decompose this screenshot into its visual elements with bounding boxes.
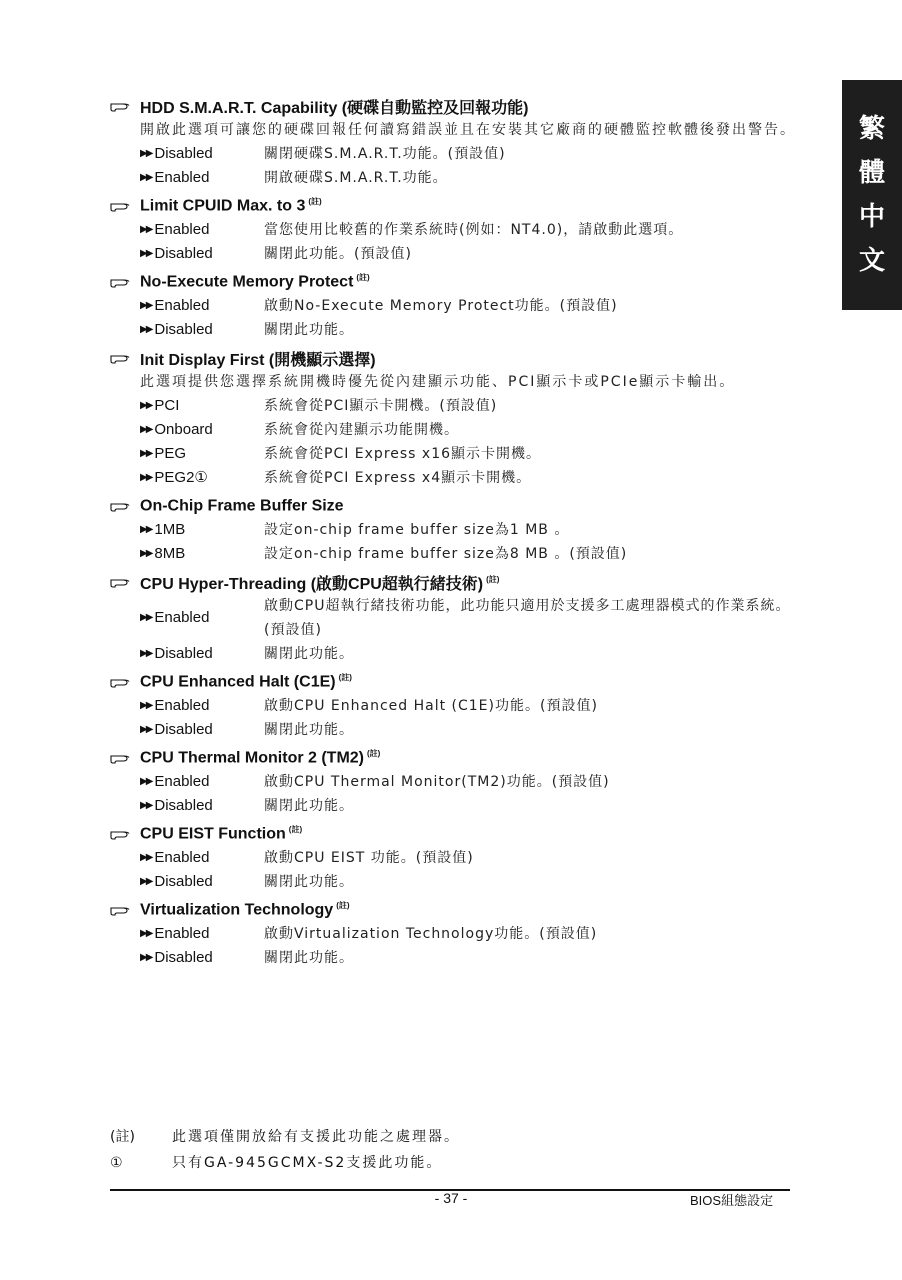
option-key-text: Enabled	[154, 169, 210, 186]
option-key	[140, 242, 264, 266]
option-key-text: Disabled	[154, 873, 213, 890]
section-title	[140, 824, 302, 843]
option-key-text: 8MB	[154, 545, 186, 562]
option-key	[140, 594, 264, 642]
bios-option-section	[110, 494, 810, 566]
option-key	[140, 518, 264, 542]
footnote-mark: ①	[110, 1155, 123, 1171]
section-title	[140, 748, 380, 767]
option-description: 啟動No-Execute Memory Protect功能。(預設值)	[264, 298, 618, 314]
double-arrow-icon: ▶▶	[140, 448, 152, 459]
option-key-text: 1MB	[154, 521, 186, 538]
option-key-text: Disabled	[154, 797, 213, 814]
double-arrow-icon: ▶▶	[140, 248, 152, 259]
double-arrow-icon: ▶▶	[140, 148, 152, 159]
section-title-text: On-Chip Frame Buffer Size	[140, 497, 344, 515]
double-arrow-icon: ▶▶	[140, 612, 152, 623]
bios-option-section	[110, 194, 810, 266]
option-key-text: Disabled	[154, 949, 213, 966]
option-description: 關閉此功能。	[264, 646, 354, 662]
option-key	[140, 922, 264, 946]
option-row	[140, 318, 810, 342]
option-row	[140, 142, 810, 166]
option-key	[140, 846, 264, 870]
section-title-text: CPU Thermal Monitor 2 (TM2)	[140, 749, 365, 767]
option-key	[140, 642, 264, 666]
option-row	[140, 542, 810, 566]
option-key-text: Onboard	[154, 421, 213, 438]
option-key	[140, 418, 264, 442]
option-row	[140, 694, 810, 718]
option-key	[140, 394, 264, 418]
option-key	[140, 466, 264, 490]
option-row	[140, 166, 810, 190]
section-title	[140, 497, 347, 515]
option-key-text: Disabled	[154, 245, 213, 262]
double-arrow-icon: ▶▶	[140, 324, 152, 335]
option-description: 關閉硬碟S.M.A.R.T.功能。(預設值)	[264, 146, 506, 162]
option-key-text: Disabled	[154, 321, 213, 338]
section-title-text: CPU Hyper-Threading (啟動CPU超執行緒技術)	[140, 575, 484, 593]
double-arrow-icon: ▶▶	[140, 172, 152, 183]
option-description: 開啟硬碟S.M.A.R.T.功能。	[264, 170, 448, 186]
side-tab-char: 中	[858, 202, 885, 232]
option-row	[140, 946, 810, 970]
option-key	[140, 718, 264, 742]
footnote-mark: (註)	[110, 1129, 135, 1145]
section-header	[110, 270, 810, 294]
section-title	[140, 272, 370, 291]
double-arrow-icon: ▶▶	[140, 776, 152, 787]
section-title-text: No-Execute Memory Protect	[140, 273, 354, 291]
option-row	[140, 718, 810, 742]
double-arrow-icon: ▶▶	[140, 800, 152, 811]
double-arrow-icon: ▶▶	[140, 700, 152, 711]
section-title-text: HDD S.M.A.R.T. Capability (硬碟自動監控及回報功能)	[140, 99, 529, 117]
section-title-text: Virtualization Technology	[140, 901, 334, 919]
option-row	[140, 466, 810, 490]
double-arrow-icon: ▶▶	[140, 724, 152, 735]
option-description: 關閉此功能。	[264, 874, 354, 890]
section-title	[140, 95, 531, 118]
option-row	[140, 242, 810, 266]
option-key	[140, 946, 264, 970]
option-key	[140, 318, 264, 342]
double-arrow-icon: ▶▶	[140, 472, 152, 483]
section-title	[140, 900, 350, 919]
section-header	[110, 746, 810, 770]
bios-option-section	[110, 94, 810, 190]
option-description: 系統會從PCI顯示卡開機。(預設值)	[264, 398, 498, 414]
option-key-text: Disabled	[154, 645, 213, 662]
double-arrow-icon: ▶▶	[140, 928, 152, 939]
section-title-text: CPU Enhanced Halt (C1E)	[140, 673, 336, 691]
section-header	[110, 570, 810, 594]
bios-option-section	[110, 570, 810, 666]
option-row	[140, 870, 810, 894]
option-description: 關閉此功能。(預設值)	[264, 246, 412, 262]
option-key-text: Enabled	[154, 297, 210, 314]
section-header	[110, 670, 810, 694]
option-key-text: Disabled	[154, 721, 213, 738]
section-header	[110, 494, 810, 518]
double-arrow-icon: ▶▶	[140, 952, 152, 963]
double-arrow-icon: ▶▶	[140, 524, 152, 535]
side-tab-char: 繁	[858, 114, 885, 144]
option-key	[140, 794, 264, 818]
footnote-row	[110, 1150, 810, 1176]
pointing-hand-icon	[110, 498, 130, 512]
option-row	[140, 846, 810, 870]
option-key-text: PEG2①	[154, 469, 208, 486]
option-description: 關閉此功能。	[264, 322, 354, 338]
pointing-hand-icon	[110, 198, 130, 212]
option-key	[140, 542, 264, 566]
option-row	[140, 294, 810, 318]
option-description: 關閉此功能。	[264, 798, 354, 814]
section-header	[110, 94, 810, 118]
double-arrow-icon: ▶▶	[140, 852, 152, 863]
side-tab-char: 文	[858, 246, 885, 276]
option-description: 系統會從PCI Express x16顯示卡開機。	[264, 446, 542, 462]
section-title	[140, 672, 352, 691]
option-key-text: PEG	[154, 445, 187, 462]
section-header	[110, 346, 810, 370]
option-row	[140, 770, 810, 794]
chapter-title: BIOS組態設定	[690, 1193, 774, 1208]
pointing-hand-icon	[110, 574, 130, 588]
option-description: 關閉此功能。	[264, 950, 354, 966]
option-key-text: Enabled	[154, 609, 210, 626]
section-title-text: Limit CPUID Max. to 3	[140, 197, 306, 215]
option-description: 當您使用比較舊的作業系統時(例如：NT4.0)，請啟動此選項。	[264, 222, 684, 238]
side-tab-char: 體	[858, 158, 885, 188]
note-mark: (註)	[367, 749, 381, 759]
bios-option-section	[110, 270, 810, 342]
option-row	[140, 442, 810, 466]
note-mark: (註)	[486, 575, 500, 585]
footnote-text: 只有GA-945GCMX-S2支援此功能。	[172, 1155, 443, 1171]
note-mark: (註)	[356, 273, 370, 283]
bios-option-section	[110, 670, 810, 742]
option-key	[140, 142, 264, 166]
bios-option-section	[110, 746, 810, 818]
option-key	[140, 218, 264, 242]
double-arrow-icon: ▶▶	[140, 224, 152, 235]
section-title	[140, 347, 379, 370]
section-title-text: CPU EIST Function	[140, 825, 286, 843]
option-description: 啟動CPU Enhanced Halt (C1E)功能。(預設值)	[264, 698, 598, 714]
double-arrow-icon: ▶▶	[140, 300, 152, 311]
option-row	[140, 642, 810, 666]
option-key-text: Enabled	[154, 773, 210, 790]
option-key-text: Disabled	[154, 145, 213, 162]
note-mark: (註)	[288, 825, 303, 835]
option-row	[140, 518, 810, 542]
option-key	[140, 442, 264, 466]
option-key-text: Enabled	[154, 849, 210, 866]
option-row	[140, 218, 810, 242]
double-arrow-icon: ▶▶	[140, 424, 152, 435]
pointing-hand-icon	[110, 274, 130, 288]
note-mark: (註)	[308, 197, 322, 207]
pointing-hand-icon	[110, 826, 130, 840]
page-number: - 37 -	[434, 1190, 468, 1206]
option-description: 啟動CPU EIST 功能。(預設值)	[264, 850, 474, 866]
note-mark: (註)	[338, 673, 352, 683]
option-key-text: Enabled	[154, 697, 210, 714]
option-key-text: Enabled	[154, 925, 210, 942]
bios-option-section	[110, 346, 810, 490]
footnote-text: 此選項僅開放給有支援此功能之處理器。	[172, 1129, 460, 1145]
language-side-tab	[842, 80, 902, 310]
option-row	[140, 418, 810, 442]
option-description: 系統會從PCI Express x4顯示卡開機。	[264, 470, 532, 486]
option-key	[140, 166, 264, 190]
note-mark: (註)	[336, 901, 350, 911]
pointing-hand-icon	[110, 98, 130, 112]
section-header	[110, 194, 810, 218]
footnotes	[110, 1124, 810, 1176]
option-row	[140, 394, 810, 418]
option-row	[140, 794, 810, 818]
pointing-hand-icon	[110, 902, 130, 916]
pointing-hand-icon	[110, 750, 130, 764]
double-arrow-icon: ▶▶	[140, 548, 152, 559]
bios-option-section	[110, 898, 810, 970]
section-header	[110, 898, 810, 922]
option-description: 關閉此功能。	[264, 722, 354, 738]
option-description: 啟動CPU Thermal Monitor(TM2)功能。(預設值)	[264, 774, 610, 790]
bios-options-list	[110, 94, 810, 974]
pointing-hand-icon	[110, 350, 130, 364]
option-row	[140, 594, 810, 642]
option-key	[140, 694, 264, 718]
section-header	[110, 822, 810, 846]
option-key	[140, 294, 264, 318]
option-description: 設定on-chip frame buffer size為8 MB 。(預設值)	[264, 546, 628, 562]
option-key-text: Enabled	[154, 221, 210, 238]
section-title	[140, 571, 499, 594]
option-description: 系統會從內建顯示功能開機。	[264, 422, 459, 438]
option-key	[140, 870, 264, 894]
section-title	[140, 196, 322, 215]
option-key-text: PCI	[154, 397, 180, 414]
double-arrow-icon: ▶▶	[140, 876, 152, 887]
option-description: 啟動Virtualization Technology功能。(預設值)	[264, 926, 598, 942]
option-row	[140, 922, 810, 946]
section-description: 開啟此選項可讓您的硬碟回報任何讀寫錯誤並且在安裝其它廠商的硬體監控軟體後發出警告。	[140, 122, 796, 138]
option-description: 設定on-chip frame buffer size為1 MB 。	[264, 522, 570, 538]
pointing-hand-icon	[110, 674, 130, 688]
bios-option-section	[110, 822, 810, 894]
footnote-row	[110, 1124, 810, 1150]
option-key	[140, 770, 264, 794]
double-arrow-icon: ▶▶	[140, 400, 152, 411]
double-arrow-icon: ▶▶	[140, 648, 152, 659]
section-description: 此選項提供您選擇系統開機時優先從內建顯示功能、PCI顯示卡或PCIe顯示卡輸出。	[140, 374, 736, 390]
section-title-text: Init Display First (開機顯示選擇)	[140, 351, 376, 369]
option-description: 啟動CPU超執行緒技術功能，此功能只適用於支援多工處理器模式的作業系統。(預設值)	[264, 598, 791, 638]
